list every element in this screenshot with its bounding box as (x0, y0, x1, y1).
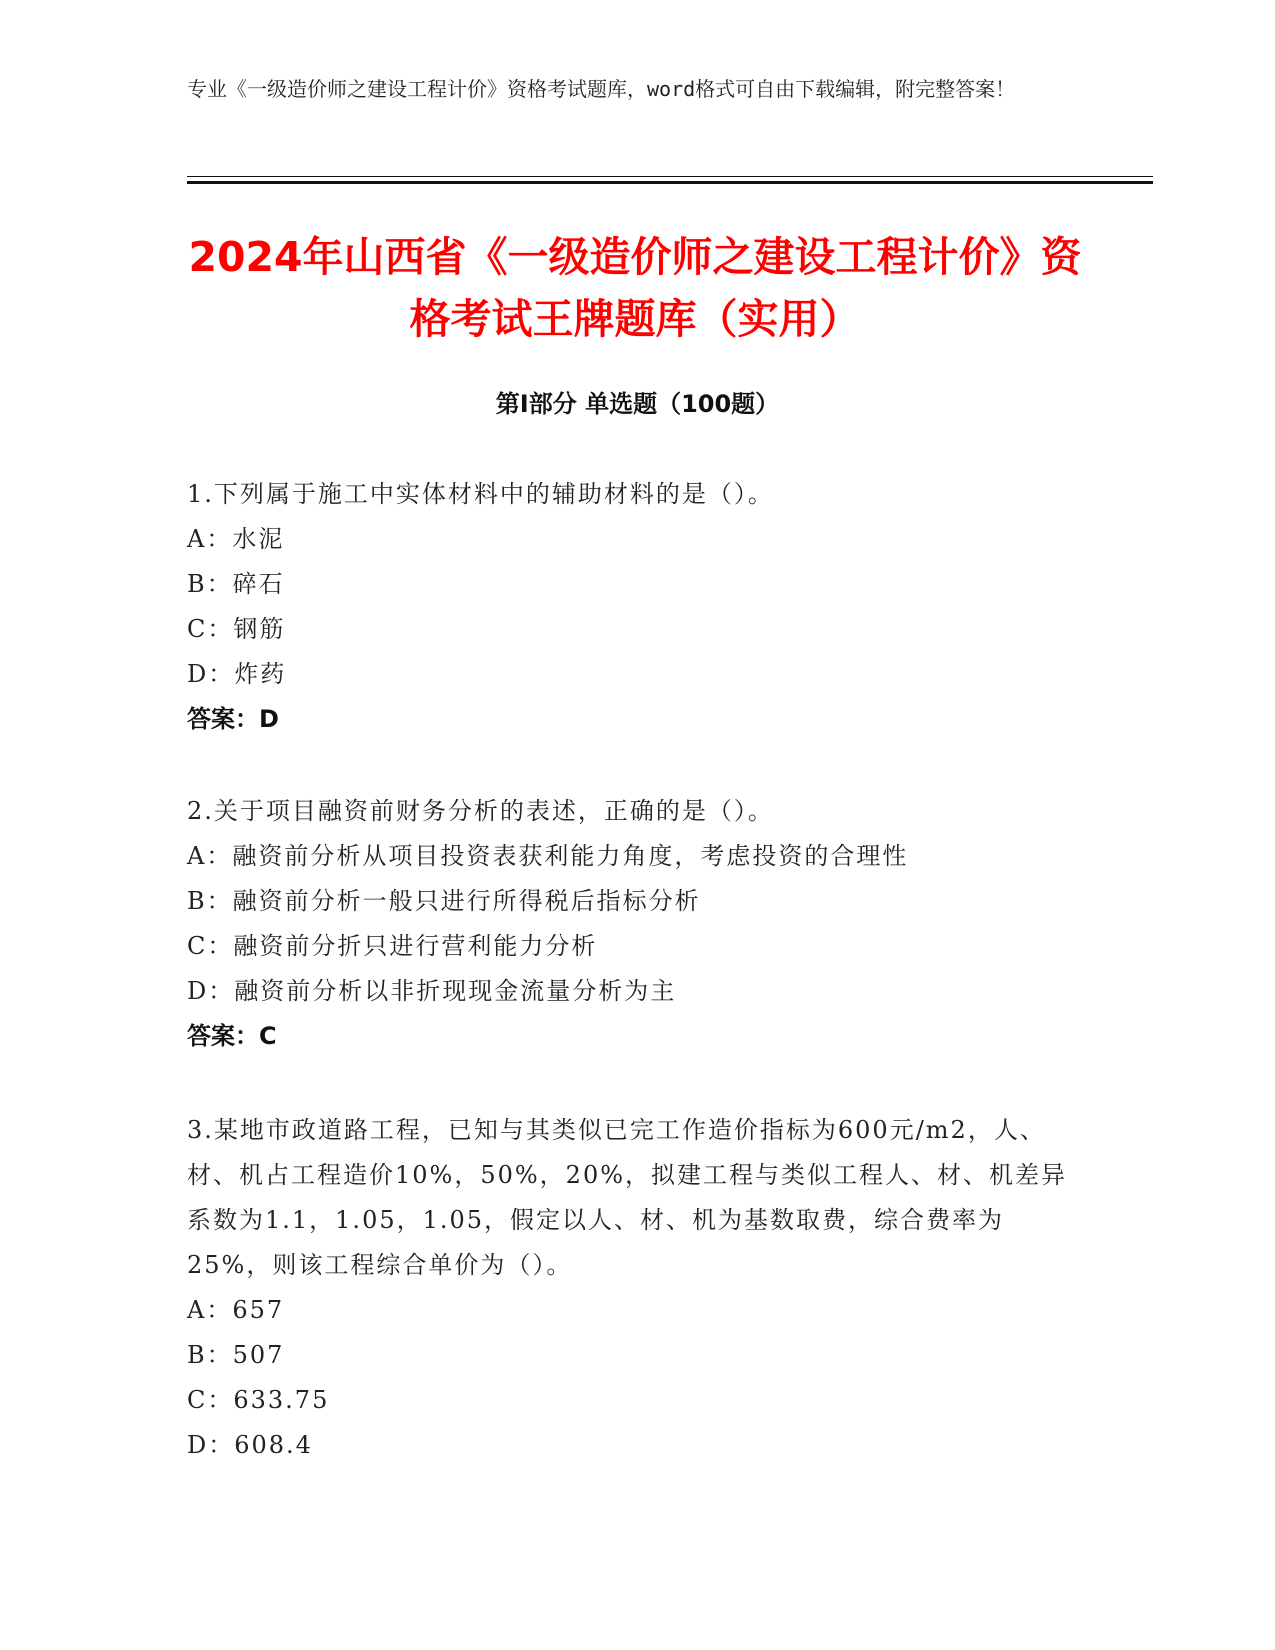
question-1 (187, 472, 1087, 742)
answer-line: 答案：C (187, 1022, 277, 1050)
document-title: 2024年山西省《一级造价师之建设工程计价》资格考试王牌题库（实用） (188, 233, 1082, 343)
option-d: D：融资前分析以非折现现金流量分析为主 (187, 977, 677, 1005)
option-c: C：钢筋 (187, 615, 286, 643)
header-divider-thin (187, 176, 1153, 177)
answer-line: 答案：D (187, 705, 279, 733)
question-2 (187, 789, 1087, 1059)
option-a: A：融资前分析从项目投资表获利能力角度，考虑投资的合理性 (187, 842, 909, 870)
question-text: 3.某地市政道路工程，已知与其类似已完工作造价指标为600元/m2，人、材、机占工程造价10%，50%，20%，拟建工程与类似工程人、材、机差异系数为1.1，1.05，1.05，假定以人、材、机为基数取费，综合费率为25%，则该工程综合单价为（）。 (187, 1116, 1068, 1279)
question-text: 2.关于项目融资前财务分析的表述，正确的是（）。 (187, 797, 774, 825)
header-divider-thick (187, 181, 1153, 184)
option-a: A：657 (187, 1296, 285, 1324)
option-b: B：507 (187, 1341, 285, 1369)
section-title: 第Ⅰ部分 单选题（100题） (495, 390, 780, 418)
option-a: A：水泥 (187, 525, 285, 553)
option-c: C：融资前分折只进行营利能力分析 (187, 932, 598, 960)
question-3 (187, 1108, 1087, 1468)
option-b: B：融资前分析一般只进行所得税后指标分析 (187, 887, 701, 915)
option-d: D：608.4 (187, 1431, 313, 1459)
question-text: 1.下列属于施工中实体材料中的辅助材料的是（）。 (187, 480, 774, 508)
header-note: 专业《一级造价师之建设工程计价》资格考试题库，word格式可自由下载编辑，附完整答案！ (187, 77, 1016, 101)
option-c: C：633.75 (187, 1386, 330, 1414)
option-d: D：炸药 (187, 660, 287, 688)
option-b: B：碎石 (187, 570, 285, 598)
